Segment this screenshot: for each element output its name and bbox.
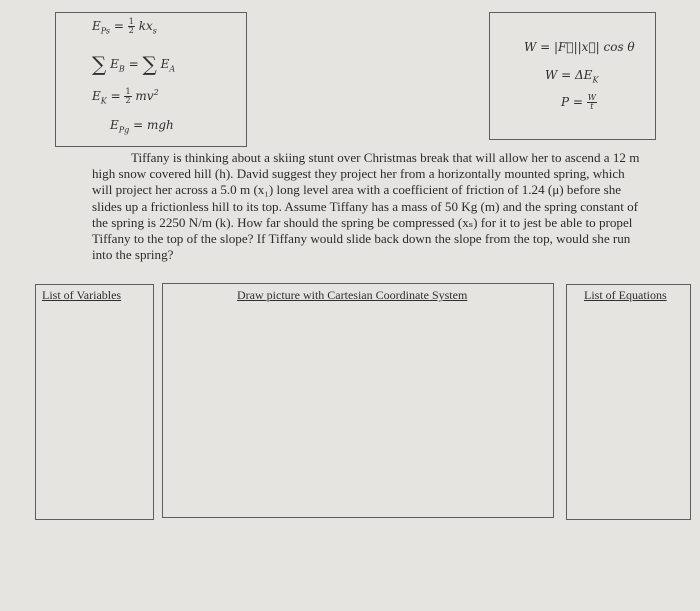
formula-power: P = $\frac{W}{t}$ <box>561 93 597 111</box>
problem-statement: Tiffany is thinking about a skiing stunt over Christmas break that will allow her to ascend a 12 m high snow covered hill (h). David suggest they project her from a horizontally mounted spring, which will project her across a 5.0 m (x₁) long level area with a coefficient of friction of 1.24 (μ) before she slides up a frictionless hill to its top. Assume Tiffany has a mass of 50 Kg (m) and the spring constant of the spring is 2250 N/m (k). How far should the spring be compressed (xₛ) for it to jest be able to propel Tiffany to the top of the slope? If Tiffany would slide back down the slope from the top, would she run into the spring? <box>92 150 640 263</box>
formula-work-energy: $W = \Delta E_K$ <box>545 68 599 85</box>
picture-box[interactable] <box>162 283 554 518</box>
formula-work: W = |F⃗||x⃗| cos θ <box>524 40 635 54</box>
equations-box[interactable] <box>566 284 691 520</box>
formula-kinetic-energy: $E_K$ = $\frac{1}{2}$ $mv^2$ <box>92 87 159 106</box>
picture-header: Draw picture with Cartesian Coordinate System <box>237 288 468 302</box>
formula-gravitational-potential: $E_{Pg}$ = mgh <box>110 118 174 135</box>
formula-spring-potential: $E_{Ps}$ = $\frac{1}{2}$ $kx_s$ <box>92 17 157 36</box>
formula-energy-conservation: ∑ $E_B$ = ∑ $E_A$ <box>92 52 176 76</box>
variables-header: List of Variables <box>42 288 122 302</box>
variables-box[interactable] <box>35 284 154 520</box>
equations-header: List of Equations <box>584 288 667 302</box>
